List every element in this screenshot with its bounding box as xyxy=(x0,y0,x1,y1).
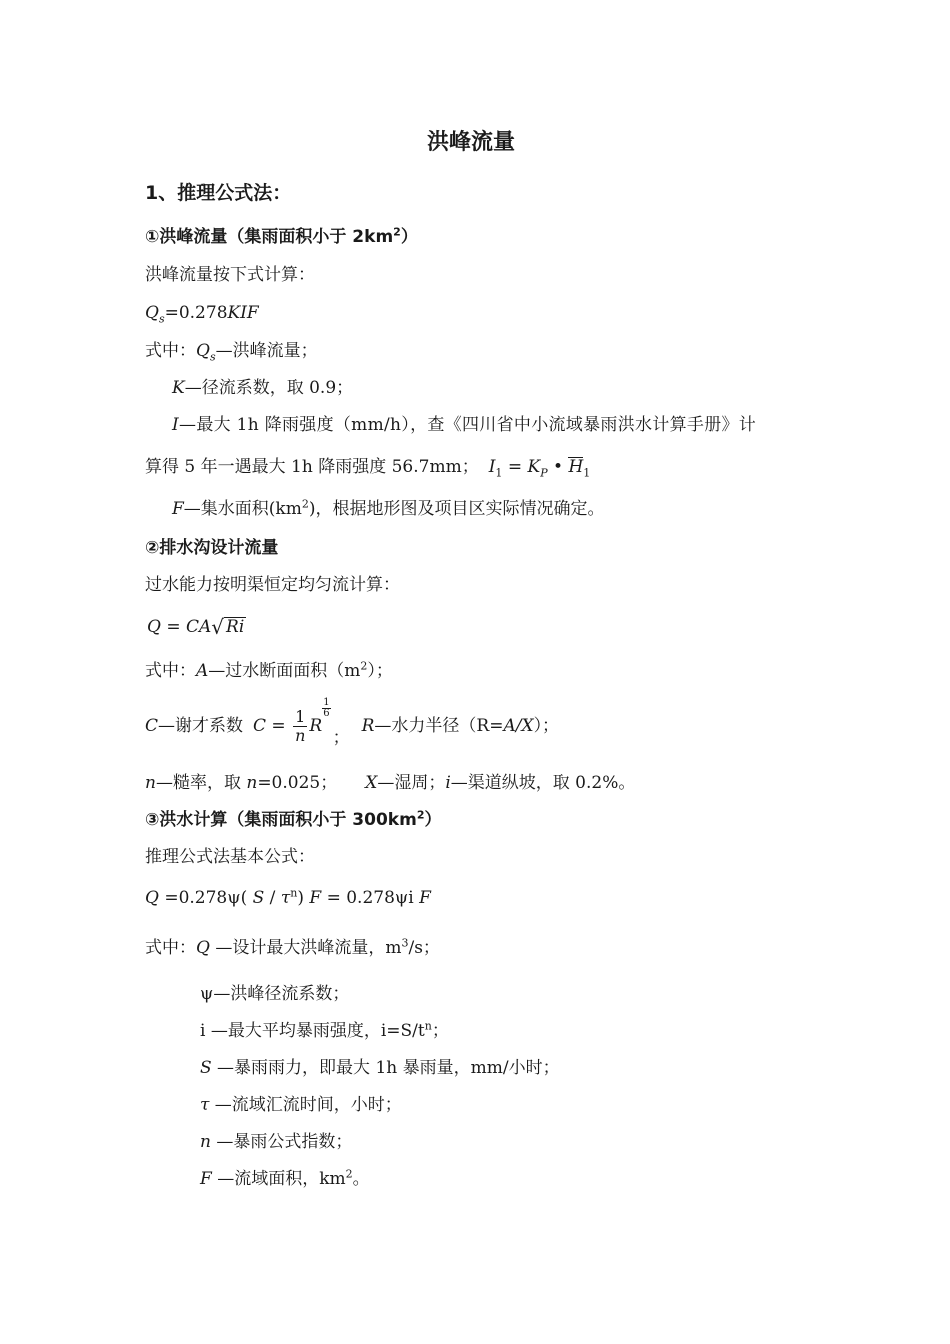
subsection-heading-drainage: ②排水沟设计流量 xyxy=(145,538,279,558)
var-n: n xyxy=(246,773,258,793)
var-q: Q xyxy=(196,938,210,958)
where-tau xyxy=(200,1094,402,1116)
superscript: 3 xyxy=(401,936,409,950)
where-f xyxy=(200,1168,370,1190)
where-r: R—水力半径（R=A/X）； xyxy=(361,716,560,736)
var-desc: —谢才系数 xyxy=(158,716,244,736)
var-a: A xyxy=(196,661,209,681)
superscript: 2 xyxy=(345,1167,353,1181)
var-desc: —糙率，取 xyxy=(155,773,247,793)
formula-qs xyxy=(145,302,259,324)
var-desc: —洪峰流量； xyxy=(215,341,318,361)
var-f: F xyxy=(172,499,184,519)
where-i xyxy=(200,1020,449,1042)
where-s xyxy=(200,1057,560,1079)
where-prefix: 式中： xyxy=(145,938,196,958)
subsection-heading-flood-peak xyxy=(145,226,418,248)
var-n: n xyxy=(200,1132,211,1152)
where-n-x-i xyxy=(145,772,635,794)
var-desc: —渠道纵坡，取 0.2%。 xyxy=(450,773,636,793)
where-f xyxy=(172,498,605,520)
heading-end: ） xyxy=(424,810,442,830)
superscript: 2 xyxy=(416,808,425,822)
var-desc-end: 。 xyxy=(352,1169,370,1189)
where-n xyxy=(200,1131,352,1153)
superscript: 2 xyxy=(360,659,368,673)
where-qs xyxy=(145,340,318,362)
where-prefix: 式中： xyxy=(145,341,196,361)
var-desc: —暴雨公式指数； xyxy=(210,1132,353,1152)
var-i: I xyxy=(172,415,180,435)
var-desc-end: )，根据地形图及项目区实际情况确定。 xyxy=(308,499,605,519)
var-k: K xyxy=(172,378,185,398)
var-n: n xyxy=(145,773,156,793)
var-desc: —最大 1h 降雨强度（mm/h），查《四川省中小流域暴雨洪水计算手册》计 xyxy=(179,415,757,435)
paragraph-intro: 过水能力按明渠恒定均匀流计算： xyxy=(145,575,400,595)
where-a xyxy=(145,660,393,682)
where-i xyxy=(172,414,756,436)
var-c: C xyxy=(145,716,159,736)
var-desc: —设计最大洪峰流量，m xyxy=(209,938,402,958)
page-title: 洪峰流量 xyxy=(427,130,516,155)
where-psi: ψ—洪峰径流系数； xyxy=(200,984,350,1004)
formula-i1: $I_1 = K_P$ • $H_1$ xyxy=(488,457,591,480)
var-q: Q xyxy=(196,341,210,361)
var-desc: —流域汇流时间，小时； xyxy=(209,1095,402,1115)
var-i: i xyxy=(445,773,451,793)
heading-text: ①洪峰流量（集雨面积小于 2km xyxy=(145,227,394,247)
subscript: s xyxy=(209,350,216,364)
where-prefix: 式中： xyxy=(145,661,196,681)
paragraph-intro: 推理公式法基本公式： xyxy=(145,847,315,867)
heading-text: ③洪水计算（集雨面积小于 300km xyxy=(145,810,417,830)
sqrt-symbol: √ Ri xyxy=(211,615,245,639)
where-x: X—湿周； xyxy=(365,773,446,793)
formula-vars: KIF xyxy=(227,303,259,323)
var-q: Q xyxy=(145,303,159,323)
heading-end: ） xyxy=(400,227,418,247)
subscript: s xyxy=(158,312,165,326)
where-k xyxy=(172,377,353,399)
paragraph-intro: 洪峰流量按下式计算： xyxy=(145,265,315,285)
var-s: S xyxy=(200,1058,212,1078)
formula-c: C = $\frac{1}{n}$ R $\frac{1}{6}$ xyxy=(253,697,330,745)
var-desc: —流域面积，km xyxy=(211,1169,346,1189)
formula-chezy: Q = CA√ Ri xyxy=(147,615,245,639)
fraction: $\frac{1}{n}$ xyxy=(295,707,306,745)
superscript: 2 xyxy=(393,225,401,239)
var-desc-cont: 算得 5 年一遇最大 1h 降雨强度 56.7mm； xyxy=(145,457,479,477)
formula-reasoning: Q =0.278ψ( S / $\tau^n$) F = 0.278ψi F xyxy=(145,886,431,908)
var-desc: i —最大平均暴雨强度，i=S/t xyxy=(200,1021,425,1041)
subsection-heading-flood-calc xyxy=(145,809,441,831)
var-desc-end: /s； xyxy=(408,938,440,958)
var-desc: —集水面积(km xyxy=(183,499,302,519)
var-desc-end: ； xyxy=(431,1021,449,1041)
var-desc-end: ）； xyxy=(367,661,393,681)
var-tau: τ xyxy=(200,1095,210,1115)
where-q xyxy=(145,937,440,959)
exponent-fraction: $\frac{1}{6}$ xyxy=(323,697,330,719)
superscript: n xyxy=(424,1019,432,1033)
var-value: =0.025； xyxy=(257,773,338,793)
where-c xyxy=(145,697,560,758)
var-f: F xyxy=(200,1169,212,1189)
formula-constant: =0.278 xyxy=(164,303,228,323)
var-desc: —径流系数，取 0.9； xyxy=(184,378,354,398)
separator: ； xyxy=(332,728,350,748)
var-desc: —暴雨雨力，即最大 1h 暴雨量，mm/小时； xyxy=(211,1058,560,1078)
section-heading-reasoning-formula: 1、推理公式法： xyxy=(145,182,292,204)
superscript: 2 xyxy=(301,497,309,511)
var-desc: —过水断面面积（m xyxy=(208,661,361,681)
where-i-continued xyxy=(145,456,590,478)
